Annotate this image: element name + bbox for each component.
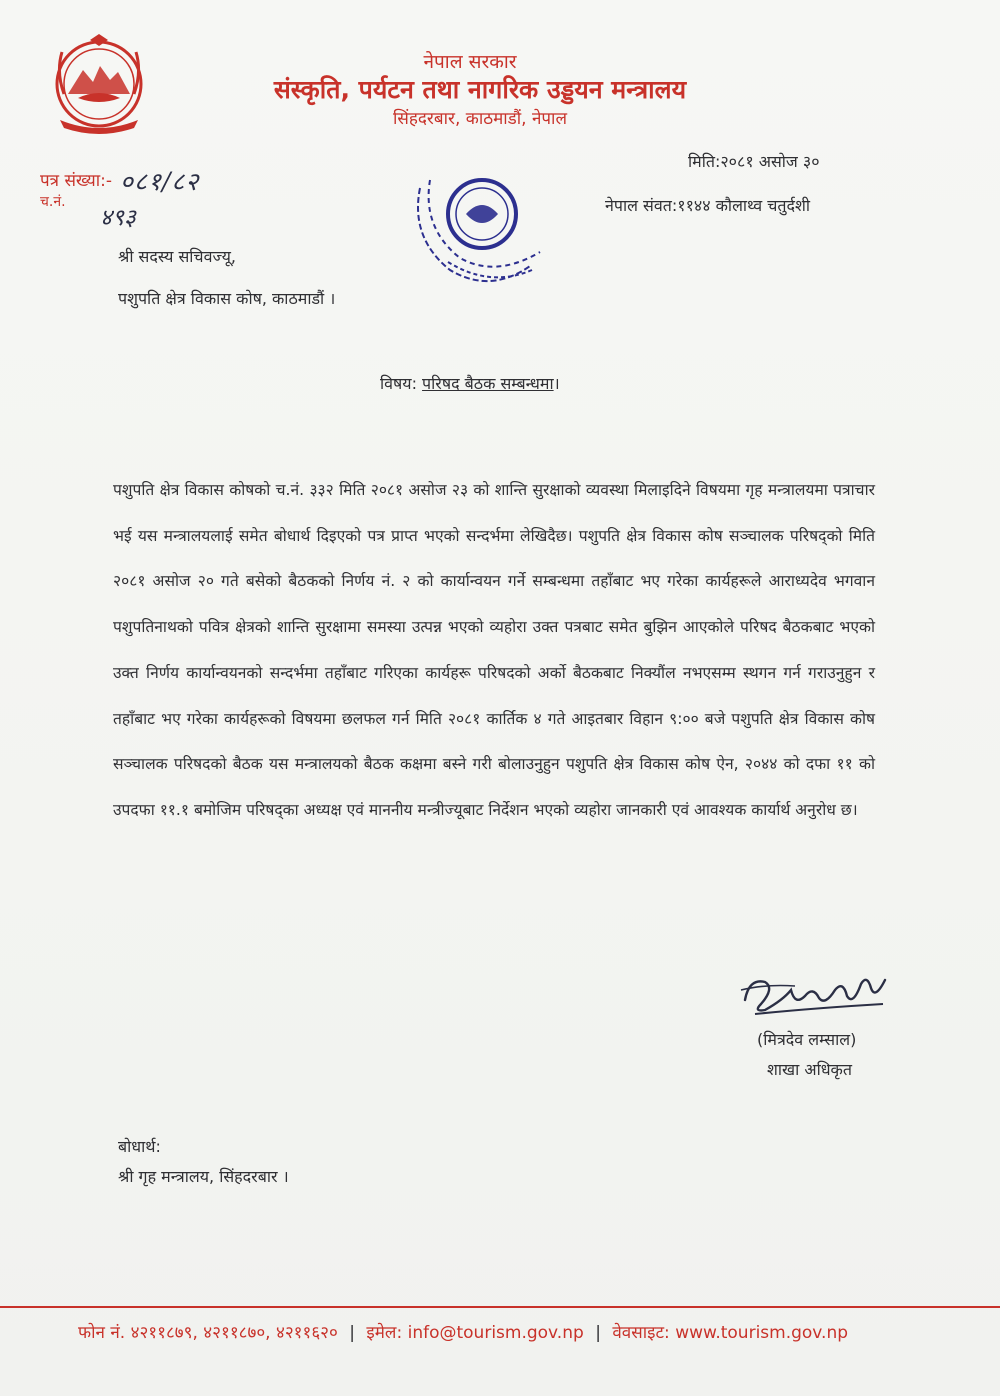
- letter-date: मिति:२०८१ असोज ३०: [688, 152, 820, 171]
- recipient-line-1: श्री सदस्य सचिवज्यू,: [118, 247, 236, 266]
- cc-recipient: श्री गृह मन्त्रालय, सिंहदरबार ।: [118, 1167, 289, 1186]
- footer-contact: [78, 1320, 978, 1343]
- website-link[interactable]: www.tourism.gov.np: [675, 1323, 849, 1343]
- recipient-line-2: पशुपति क्षेत्र विकास कोष, काठमाडौं ।: [118, 289, 336, 308]
- nepal-sambat-date: नेपाल संवत:११४४ कौलाथ्व चतुर्दशी: [605, 196, 811, 215]
- subject-text: परिषद बैठक सम्बन्धमा: [422, 374, 554, 393]
- ministry-heading: संस्कृति, पर्यटन तथा नागरिक उड्डयन मन्त्रालय: [273, 75, 687, 104]
- dispatch-number-value: ४९३: [100, 205, 136, 231]
- footer-separator: |: [595, 1323, 601, 1343]
- email-link[interactable]: info@tourism.gov.np: [407, 1323, 584, 1343]
- letter-body: पशुपति क्षेत्र विकास कोषको च.नं. ३३२ मिति २०८१ असोज २३ को शान्ति सुरक्षाको व्यवस्था मिलाइदिने विषयमा गृह मन्त्रालयमा पत्राचार भई यस मन्त्रालयलाई समेत बोधार्थ दिइएको पत्र प्राप्त भएको सन्दर्भमा लेखिदैछ। पशुपति क्षेत्र विकास कोष सञ्चालक परिषद्को मिति २०८१ असोज २० गते बसेको बैठकको निर्णय नं. २ को कार्यान्वयन गर्ने सम्बन्धमा तहाँबाट भए गरेका कार्यहरूले आराध्यदेव भगवान पशुपतिनाथको पवित्र क्षेत्रको शान्ति सुरक्षामा समस्या उत्पन्न भएको व्यहोरा उक्त पत्रबाट समेत बुझिन आएकोले परिषद बैठकबाट भएको उक्त निर्णय कार्यान्वयनको सन्दर्भमा तहाँबाट गरिएका कार्यहरू परिषदको अर्को बैठकबाट निक्यौंल नभएसम्म स्थगन गर्न गराउनुहुन र तहाँबाट भए गरेका कार्यहरूको विषयमा छलफल गर्न मिति २०८१ कार्तिक ४ गते आइतबार विहान ९:०० बजे पशुपति क्षेत्र विकास कोष सञ्चालक परिषदको बैठक यस मन्त्रालयको बैठक कक्षमा बस्ने गरी बोलाउनुहुन पशुपति क्षेत्र विकास कोष ऐन, २०४४ को दफा ११ को उपदफा ११.१ बमोजिम परिषद्का अध्यक्ष एवं माननीय मन्त्रीज्यूबाट निर्देशन भएको व्यहोरा जानकारी एवं आवश्यक कार्यार्थ अनुरोध छ।: [113, 481, 875, 819]
- nepal-emblem-icon: [38, 32, 160, 142]
- phone-numbers: ४२११८७९, ४२११८७०, ४२११६२०: [130, 1323, 338, 1343]
- email-label: इमेल:: [366, 1323, 403, 1343]
- handwritten-signature: [735, 960, 895, 1024]
- letter-number-value: ०८१/८२: [120, 167, 200, 196]
- ministry-address: सिंहदरबार, काठमाडौं, नेपाल: [392, 109, 567, 129]
- dispatch-number-label: च.नं.: [40, 194, 66, 210]
- footer-divider: [0, 1306, 1000, 1308]
- government-heading: नेपाल सरकार: [423, 51, 517, 73]
- letter-number-label: पत्र संख्या:-: [40, 171, 113, 191]
- subject-label: विषय:: [380, 374, 423, 393]
- website-label: वेवसाइट:: [612, 1323, 670, 1343]
- ministry-stamp: [400, 158, 565, 298]
- signer-title: शाखा अधिकृत: [767, 1060, 852, 1079]
- cc-label: बोधार्थ:: [118, 1137, 161, 1156]
- signer-name: (मित्रदेव लम्साल): [757, 1030, 857, 1049]
- footer-separator: |: [349, 1323, 356, 1343]
- phone-label: फोन नं.: [78, 1323, 126, 1343]
- subject-end: ।: [553, 374, 560, 393]
- subject-line: [380, 372, 560, 394]
